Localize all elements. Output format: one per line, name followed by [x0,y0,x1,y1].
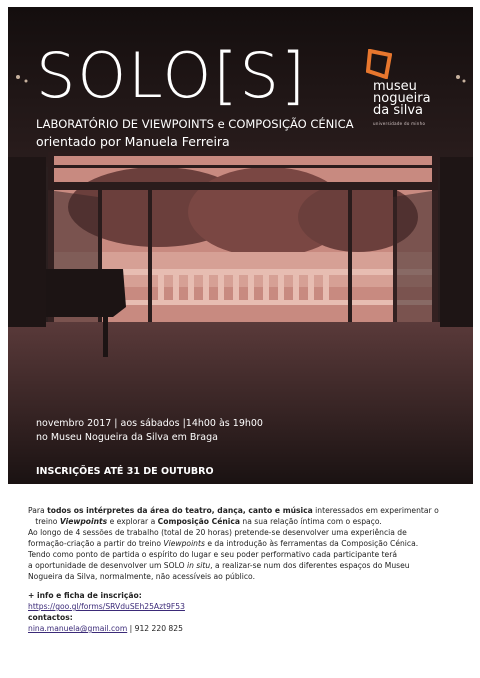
paragraph-intro [28,505,458,516]
form-link[interactable]: https://goo.gl/forms/SRVduSEh25Azt9F53 [28,602,185,611]
logo-line3: da silva [373,103,424,118]
poster-title: SOLO[S] [36,39,308,112]
poster-byline: orientado por Manuela Ferreira [36,134,230,149]
paragraph-solo-3 [28,571,458,582]
paragraph-sessions [28,527,458,538]
registration-deadline: INSCRIÇÕES ATÉ 31 DE OUTUBRO [36,466,214,477]
museum-logo-text [373,81,431,117]
text: Nogueira da Silva, normalmente, não acessíveis ao público. [28,572,255,581]
paragraph-intro-2 [28,516,458,527]
text: Ao longo de 4 sessões de trabalho (total de 20 horas) pretende-se desenvolver uma experiência de [28,528,407,537]
text-bold-italic: Viewpoints [59,517,108,526]
phone-number: | 912 220 825 [127,624,183,633]
form-link-row [28,601,458,612]
email-link[interactable]: nina.manuela@gmail.com [28,624,128,633]
info-label [28,590,458,601]
logo-line1: museu [373,79,417,94]
text: Tendo como ponto de partida o espírito do lugar e seu poder performativo cada participante terá [28,550,397,559]
text-bold: todos os intérpretes da área do teatro, dança, canto e música [47,506,313,515]
text-bold: Composição Cénica [157,517,240,526]
contacts-label [28,612,458,623]
text: formação-criação a partir do treino [28,539,164,548]
paragraph-sessions-2 [28,538,458,549]
paragraph-solo-2 [28,560,458,571]
event-place: no Museu Nogueira da Silva em Braga [36,432,218,443]
text-bold: + info e ficha de inscrição: [28,591,142,600]
logo-line2: nogueira [373,91,431,106]
text-italic: in situ [186,561,211,570]
paragraph-solo [28,549,458,560]
logo-subtext: universidade do minho [373,121,426,126]
museum-logo-icon [366,49,392,79]
text: e da introdução às ferramentas da Composição Cénica. [204,539,419,548]
text: interessados em experimentar o [312,506,439,515]
text: , a realizar-se num dos diferentes espaços do Museu [210,561,410,570]
info-text [28,505,458,634]
text-italic: Viewpoints [163,539,205,548]
text: na sua relação íntima com o espaço. [240,517,382,526]
text: e explorar a [107,517,158,526]
poster [8,7,473,484]
spacer [28,582,458,590]
text: Para [28,506,48,515]
text: a oportunidade de desenvolver um SOLO [28,561,187,570]
text: treino [35,517,60,526]
poster-subtitle: LABORATÓRIO DE VIEWPOINTS e COMPOSIÇÃO CÉNICA [36,117,354,131]
text-bold: contactos: [28,613,73,622]
contacts-row [28,623,458,634]
event-date: novembro 2017 | aos sábados |14h00 às 19h00 [36,418,263,429]
